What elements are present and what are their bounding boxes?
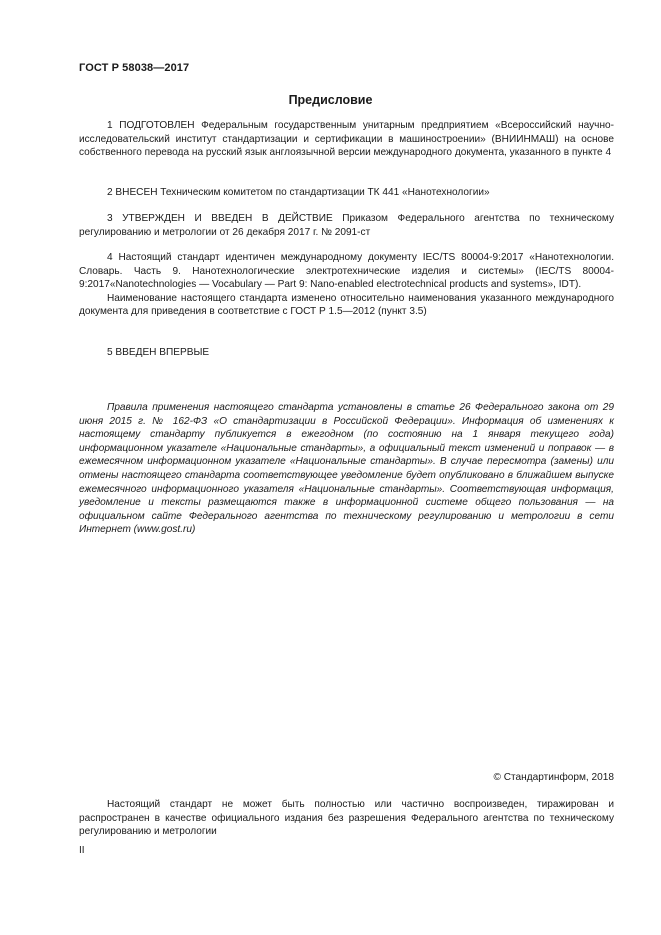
item-4-text: 4 Настоящий стандарт идентичен международному документу IEC/TS 80004-9:2017 «Нанотехнологии. Словарь. Часть 9. Нанотехнологические электротехнические изделия и системы» (IEC/TS 80004-9:2017«Nanotechnologies — Vocabulary — Part 9: Nano-enabled electrotechnical products and systems», IDT). [79,252,614,291]
notice-text: Правила применения настоящего стандарта установлены в статье 26 Федерального закона от 29 июня 2015 г. № 162-ФЗ «О стандартизации в Российской Федерации». Информация об изменениях к настоящему стандарту публикуется в ежегодном (по состоянию на 1 января текущего года) информационном указателе «Национальные стандарты», а официальный текст изменений и поправок — в ежемесячном информационном указателе «Национальные стандарты». В случае пересмотра (замены) или отмены настоящего стандарта соответствующее уведомление будет опубликовано в ближайшем выпуске ежемесячного информационного указателя «Национальные стандарты». Соответствующая информация, уведомление и тексты размещаются также в информационной системе общего пользования — на официальном сайте Федерального агентства по техническому регулированию и метрологии в сети Интернет (www.gost.ru) [79,402,614,536]
item-5-text: 5 ВВЕДЕН ВПЕРВЫЕ [107,347,210,358]
page-number: II [79,845,85,856]
reproduction-block [79,798,614,839]
page-title: Предисловие [288,93,373,107]
item-3-text: 3 УТВЕРЖДЕН И ВВЕДЕН В ДЕЙСТВИЕ Приказом Федерального агентства по техническому регулированию и метрологии от 26 декабря 2017 г. № 2091-ст [79,213,614,238]
item-5 [79,346,614,360]
item-1 [79,119,614,160]
item-4 [79,251,614,319]
notice-block [79,401,614,537]
item-2-text: 2 ВНЕСЕН Техническим комитетом по стандартизации ТК 441 «Нанотехнологии» [107,187,490,198]
item-4-note: Наименование настоящего стандарта изменено относительно наименования указанного международного документа для приведения в соответствие с ГОСТ Р 1.5—2012 (пункт 3.5) [79,292,614,318]
item-3 [79,212,614,239]
copyright: © Стандартинформ, 2018 [493,772,614,783]
item-2 [79,186,614,200]
item-1-text: 1 ПОДГОТОВЛЕН Федеральным государственным унитарным предприятием «Всероссийский научно-исследовательский институт стандартизации и сертификации в машиностроении» (ВНИИНМАШ) на основе собственного перевода на русский язык англоязычной версии международного документа, указанного в пункте 4 [79,120,614,159]
standard-code: ГОСТ Р 58038—2017 [79,62,190,74]
reproduction-text: Настоящий стандарт не может быть полностью или частично воспроизведен, тиражирован и распространен в качестве официального издания без разрешения Федерального агентства по техническому регулированию и метрологии [79,799,614,838]
